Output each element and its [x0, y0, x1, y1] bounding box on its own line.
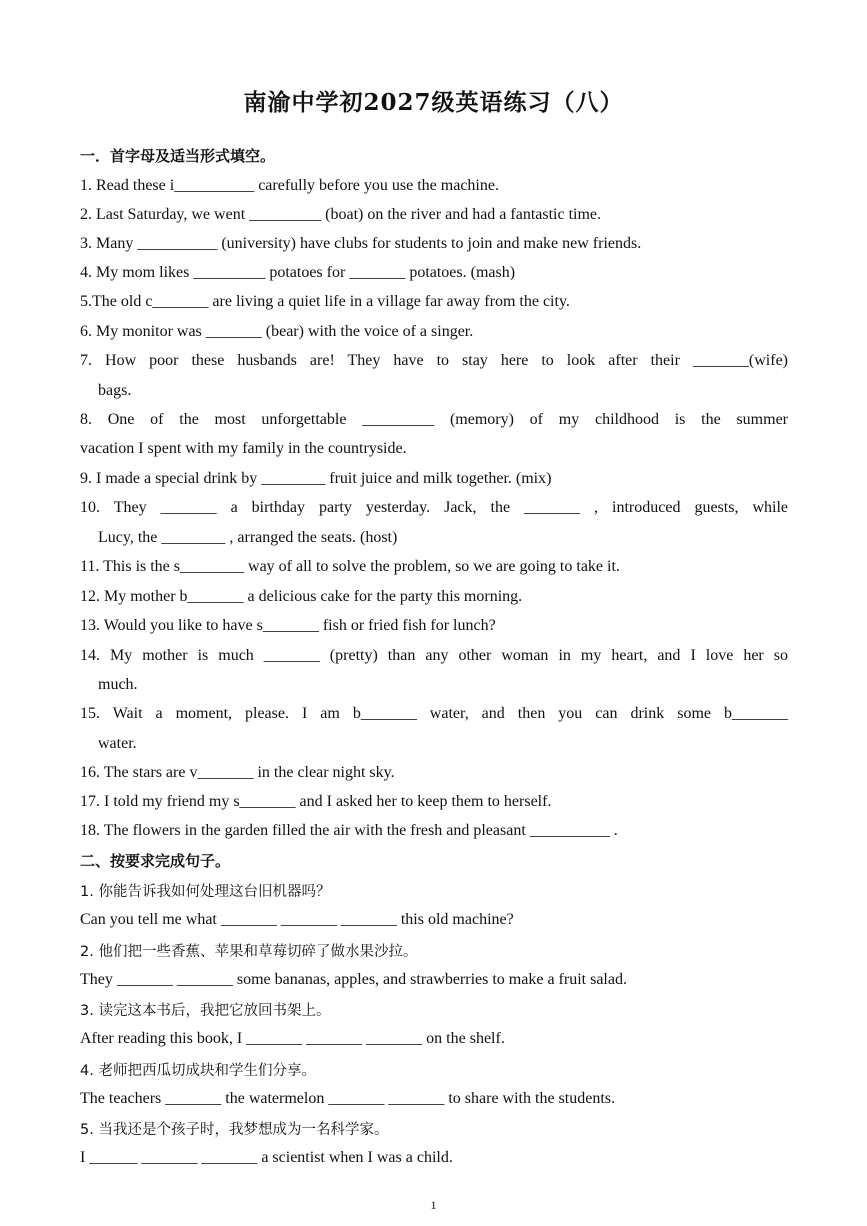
- exercise-line: 9. I made a special drink by ________ fruit juice and milk together. (mix): [80, 470, 552, 487]
- exercise-line: 12. My mother b_______ a delicious cake for the party this morning.: [80, 588, 523, 605]
- exercise-line: 13. Would you like to have s_______ fish or fried fish for lunch?: [80, 617, 496, 634]
- section-heading-1: 一．首字母及适当形式填空。: [80, 147, 276, 165]
- exercise-line: 2. Last Saturday, we went _________ (boat) on the river and had a fantastic time.: [80, 206, 602, 223]
- translation-line: I ______ _______ _______ a scientist when I was a child.: [80, 1149, 453, 1166]
- translation-line: After reading this book, I _______ _______ _______ on the shelf.: [80, 1030, 505, 1047]
- page-number: 1: [430, 1198, 437, 1212]
- exercise-line: 3. Many __________ (university) have clubs for students to join and make new friends.: [80, 235, 642, 252]
- exercise-line: 18. The flowers in the garden filled the air with the fresh and pleasant __________ .: [80, 822, 618, 839]
- chinese-prompt: 1. 你能告诉我如何处理这台旧机器吗？: [80, 884, 331, 900]
- exercise-line: 14. My mother is much _______ (pretty) than any other woman in my heart, and I love her so: [80, 647, 788, 664]
- exercise-line: 5.The old c_______ are living a quiet life in a village far away from the city.: [80, 293, 570, 310]
- translation-line: Can you tell me what _______ _______ _______ this old machine?: [80, 911, 514, 928]
- exercise-line: 10. They _______ a birthday party yesterday. Jack, the _______ , introduced guests, while: [80, 499, 788, 516]
- chinese-prompt: 5. 当我还是个孩子时，我梦想成为一名科学家。: [80, 1122, 389, 1138]
- section-heading-2: 二、按要求完成句子。: [80, 852, 231, 870]
- exercise-line: 4. My mom likes _________ potatoes for _______ potatoes. (mash): [80, 264, 516, 281]
- exercise-line: 17. I told my friend my s_______ and I asked her to keep them to herself.: [80, 793, 552, 810]
- exercise-line: 11. This is the s________ way of all to solve the problem, so we are going to take it.: [80, 558, 620, 575]
- chinese-prompt: 2. 他们把一些香蕉、苹果和草莓切碎了做水果沙拉。: [80, 944, 418, 960]
- chinese-prompt: 3. 读完这本书后，我把它放回书架上。: [80, 1003, 331, 1019]
- exercise-line: 7. How poor these husbands are! They have to stay here to look after their _______(wife): [80, 352, 788, 369]
- page-title: 南渝中学初2027级英语练习（八）: [243, 89, 624, 116]
- exercise-line: 16. The stars are v_______ in the clear night sky.: [80, 764, 395, 781]
- translation-line: They _______ _______ some bananas, apples, and strawberries to make a fruit salad.: [80, 971, 627, 988]
- exercise-line: 15. Wait a moment, please. I am b_______ water, and then you can drink some b_______: [80, 705, 788, 722]
- exercise-line: 8. One of the most unforgettable _________ (memory) of my childhood is the summer: [80, 411, 788, 428]
- exercise-line: much.: [98, 676, 138, 693]
- exercise-line: 1. Read these i__________ carefully before you use the machine.: [80, 177, 499, 194]
- exercise-line: vacation I spent with my family in the countryside.: [80, 440, 407, 457]
- exercise-line: Lucy, the ________ , arranged the seats. (host): [98, 529, 398, 546]
- exercise-line: 6. My monitor was _______ (bear) with the voice of a singer.: [80, 323, 474, 340]
- exercise-line: bags.: [98, 382, 132, 399]
- chinese-prompt: 4. 老师把西瓜切成块和学生们分享。: [80, 1063, 316, 1079]
- translation-line: The teachers _______ the watermelon _______ _______ to share with the students.: [80, 1090, 615, 1107]
- exercise-line: water.: [98, 735, 137, 752]
